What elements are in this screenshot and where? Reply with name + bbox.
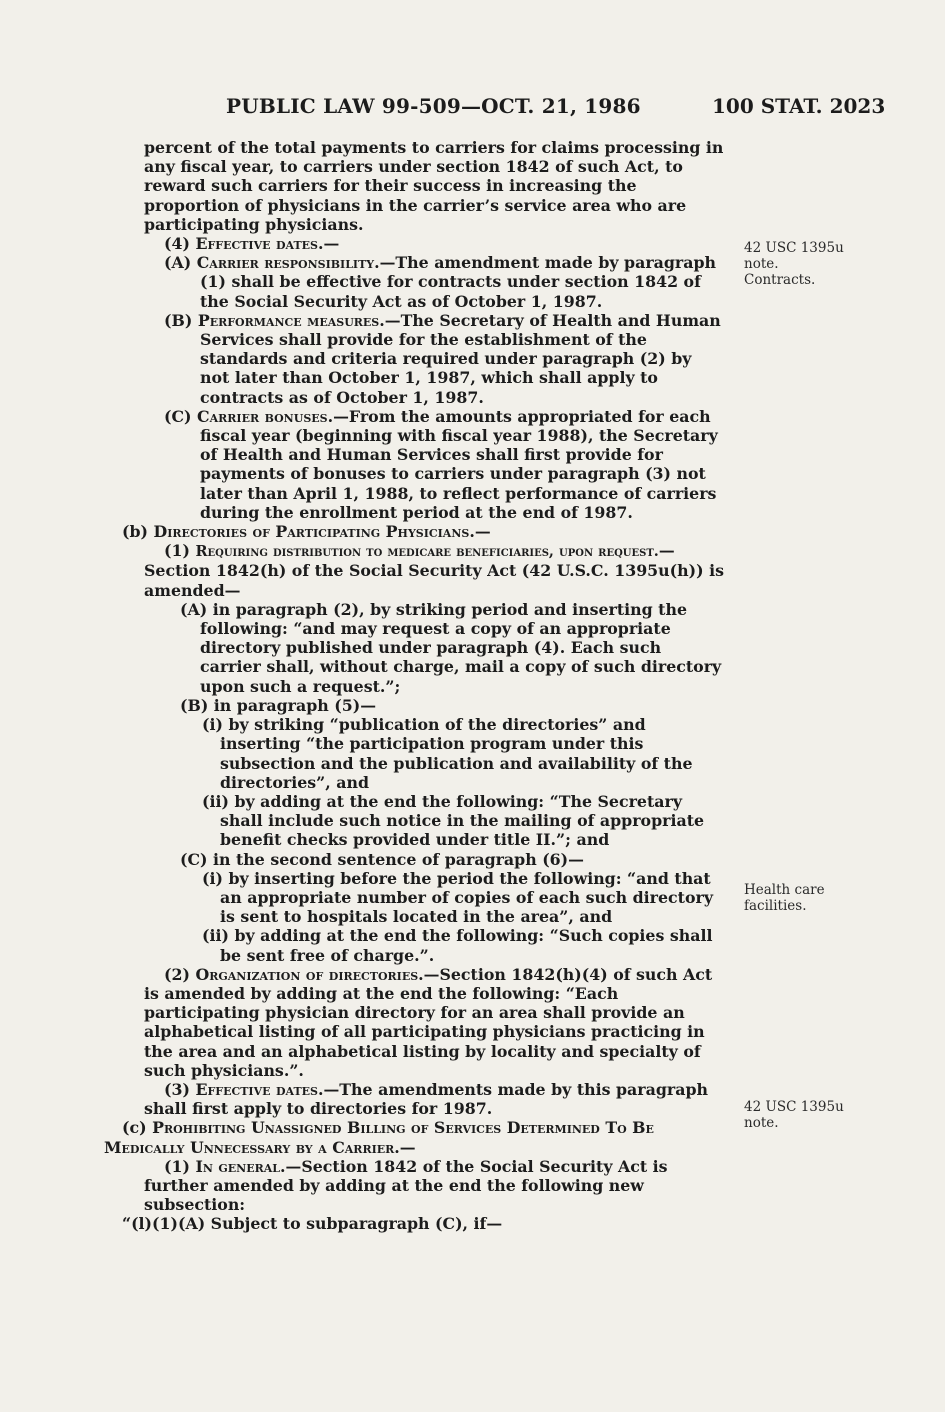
paragraph-number: (1) [164, 541, 196, 561]
paragraph-number: (C) [164, 406, 198, 426]
margin-note-line: 42 USC 1395u [744, 240, 844, 256]
running-header-title: PUBLIC LAW 99-509—OCT. 21, 1986 [226, 94, 641, 118]
clause-b1C: (C) in the second sentence of paragraph (6)— [180, 849, 584, 869]
subsection-c-heading [104, 1118, 724, 1156]
paragraph-4-heading [104, 234, 724, 253]
clause-b1C-ii: (ii) by adding at the end the following: “Such copies shall be sent free of charge.”. [202, 926, 713, 965]
paragraph-heading: Performance measures. [197, 310, 385, 330]
paragraph-text: —Section 1842(h)(4) of such Act is amended by adding at the end the following: “Each participating physician directory for an area shall provide an alphabetical listing of all participating physicians practicing in the area and an alphabetical listing by locality and specialty of such physicians.”. [144, 964, 713, 1080]
paragraph-heading: Carrier bonuses. [197, 406, 334, 426]
paragraph-text: —Section 1842 of the Social Security Act is further amended by adding at the end the following new subsection: [144, 1156, 668, 1215]
paragraph-heading: Carrier responsibility. [196, 253, 380, 273]
paragraph-text: —Section 1842(h) of the Social Security Act (42 U.S.C. 1395u(h)) is amended— [144, 541, 724, 600]
paragraph-number: (3) [164, 1079, 196, 1099]
margin-note-line: note. [744, 256, 779, 272]
subparagraph-C [104, 407, 724, 522]
margin-note-health-care [744, 882, 864, 914]
subsection-b-paragraph-2 [104, 965, 724, 1080]
paragraph-heading: Prohibiting Unassigned Billing of Services Determined To Be Medically Unnecessary by a Carrier. [104, 1118, 654, 1157]
paragraph-number: (c) [122, 1118, 153, 1138]
paragraph-number: (A) [164, 253, 197, 273]
margin-note-line: note. [744, 1115, 779, 1131]
heading-dash: — [399, 1137, 416, 1157]
document-body [104, 138, 724, 1234]
paragraph-heading: Effective dates. [195, 1079, 324, 1099]
clause-b1B-ii: (ii) by adding at the end the following: “The Secretary shall include such notice in the mailing of appropriate benefit checks provided under title II.”; and [202, 791, 705, 850]
margin-note-line: Health care [744, 882, 825, 898]
paragraph-number: (2) [164, 964, 196, 984]
paragraph-continuation: percent of the total payments to carriers for claims processing in any fiscal year, to carriers under section 1842 of such Act, to reward such carriers for their success in increasing the proportion of physicians in the carrier’s service area who are participating physicians. [144, 138, 724, 234]
paragraph-text: —The Secretary of Health and Human Services shall provide for the establishment of the standards and criteria required under paragraph (2) by not later than October 1, 1987, which shall apply to contracts as of October 1, 1987. [200, 310, 721, 407]
paragraph-text: —The amendments made by this paragraph shall first apply to directories for 1987. [144, 1079, 708, 1119]
margin-note-citation-1 [744, 240, 864, 288]
quoted-subsection-start: “(l)(1)(A) Subject to subparagraph (C), if— [122, 1214, 503, 1234]
paragraph-number: (4) [164, 234, 196, 254]
paragraph-heading: Requiring distribution to medicare beneficiaries, upon request. [195, 543, 659, 561]
running-header-page: 100 STAT. 2023 [712, 94, 886, 118]
paragraph-number: (1) [164, 1156, 196, 1176]
paragraph-text: —From the amounts appropriated for each fiscal year (beginning with fiscal year 1988), the Secretary of Health and Human Services shall first provide for payments of bonuses to carriers under paragraph (3) not later than April 1, 1988, to reflect performance of carriers during the enrollment period at the end of 1987. [200, 406, 718, 522]
paragraph-text: —The amendment made by paragraph (1) shall be effective for contracts under section 1842 of the Social Security Act as of October 1, 1987. [200, 253, 717, 311]
subsection-b-paragraph-3 [104, 1080, 724, 1118]
margin-note-citation-2 [744, 1099, 864, 1131]
subparagraph-A [104, 253, 724, 311]
clause-b1B-i: (i) by striking “publication of the directories” and inserting “the participation program under this subsection and the publication and availability of the directories”, and [202, 715, 693, 792]
heading-dash: — [474, 522, 491, 542]
clause-b1C-i: (i) by inserting before the period the following: “and that an appropriate number of copies of each such directory is sent to hospitals located in the area”, and [202, 868, 714, 927]
paragraph-number: (b) [122, 522, 154, 542]
clause-b1B: (B) in paragraph (5)— [180, 695, 376, 715]
margin-note-line: Contracts. [744, 272, 816, 288]
paragraph-heading: Effective dates. [195, 234, 324, 254]
margin-note-line: facilities. [744, 898, 807, 914]
paragraph-heading: Directories of Participating Physicians. [153, 522, 475, 542]
subsection-b-paragraph-1 [104, 541, 724, 600]
paragraph-heading: Organization of directories. [195, 964, 424, 984]
heading-dash: — [323, 234, 340, 254]
subparagraph-B [104, 311, 724, 407]
clause-b1A: (A) in paragraph (2), by striking period and inserting the following: “and may request a copy of an appropriate directory published under paragraph (4). Each such carrier shall, without charge, mail a copy of such directory upon such a request.”; [180, 599, 722, 696]
margin-note-line: 42 USC 1395u [744, 1099, 844, 1115]
paragraph-number: (B) [164, 310, 198, 330]
subsection-b-heading [104, 522, 724, 541]
paragraph-heading: In general. [195, 1156, 286, 1176]
subsection-c-paragraph-1 [104, 1157, 724, 1215]
